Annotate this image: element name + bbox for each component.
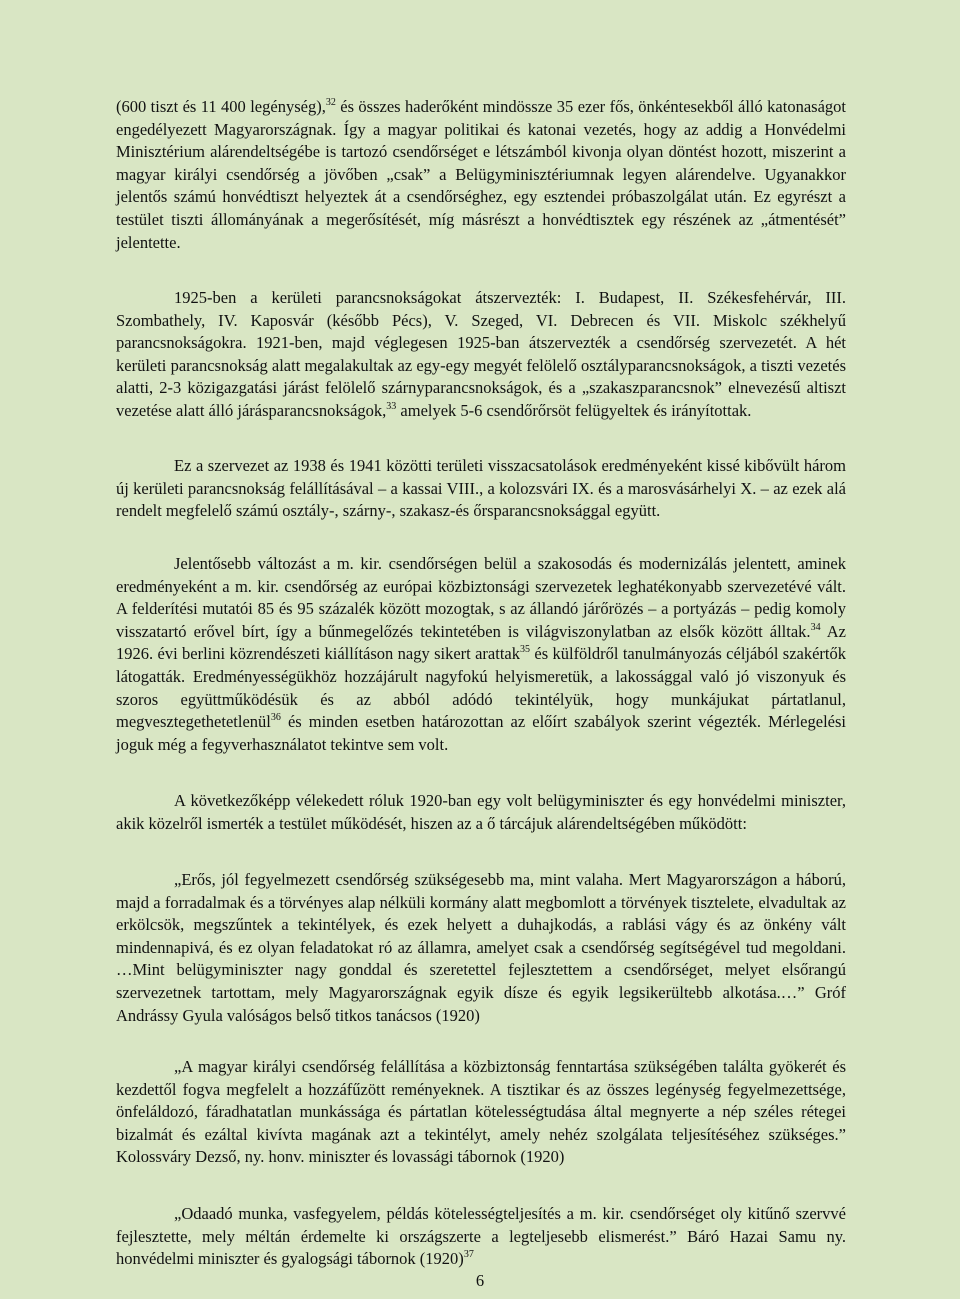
- paragraph-4: [116, 553, 846, 756]
- footnote-ref: 33: [386, 400, 397, 412]
- text-run: A következőképp vélekedett róluk 1920-ban egy volt belügyminiszter és egy honvédelmi miniszter, akik közelről ismerték a testület működését, hiszen az a ő tárcájuk alárendeltségében működött:: [116, 791, 846, 833]
- footnote-ref: 37: [463, 1249, 474, 1261]
- text-run: amelyek 5-6 csendőrőrsöt felügyeltek és irányítottak.: [396, 400, 752, 420]
- paragraph-1: [116, 96, 846, 254]
- footnote-ref: 35: [520, 644, 530, 656]
- footnote-ref: 34: [810, 621, 821, 633]
- quote-kolossvary: [116, 1056, 846, 1169]
- quote-hazai: [116, 1203, 846, 1271]
- text-run: „Erős, jól fegyelmezett csendőrség szükségesebb ma, mint valaha. Mert Magyarországon a háború, majd a forradalmak és a törvényes alap nélküli kormány alatt megbomlott a törvények tisztelete, elvadultak az erkölcsök, megszűntek a tekintélyek, és ezek helyett a duhajkodás, a rablási vágy és az önkény vált mindennapivá, és ez olyan feladatokat ró az államra, amelyet csak a csendőrség segítségével tud megoldani. …Mint belügyminiszter nagy gonddal és szeretettel fejlesztettem a csendőrséget, melyet elsőrangú szervezetnek tartottam, mely Magyarországnak egyik dísze és egyik legsikerültebb alkotása.…” Gróf Andrássy Gyula valóságos belső titkos tanácsos (1920): [116, 870, 846, 1025]
- paragraph-3: [116, 455, 846, 523]
- paragraph-5: [116, 790, 846, 835]
- text-run: Ez a szervezet az 1938 és 1941 közötti területi visszacsatolások eredményeként kissé kibővült három új kerületi parancsnokság felállításával – a kassai VIII., a kolozsvári IX. és a marosvásárhelyi X. – az ezek alá rendelt megfelelő számú osztály-, szárny-, szakasz-és őrsparancsnoksággal együtt.: [116, 456, 846, 521]
- footnote-ref: 36: [270, 712, 281, 724]
- text-run: „A magyar királyi csendőrség felállítása a közbiztonság fenntartása szükségében találta gyökerét és kezdettől fogva megfelelt a hozzáfűzött reményeknek. A tisztikar és az összes legénység fegyelmezettsége, önfeláldozó, fáradhatatlan munkássága és pártatlan kötelességtudása által megnyerte a nép széles rétegei bizalmát és ezáltal kivívta magának azt a tekintélyt, amely nehéz szolgálata teljesítéséhez szükséges.” Kolossváry Dezső, ny. honv. miniszter és lovassági tábornok (1920): [116, 1057, 846, 1167]
- text-run: „Odaadó munka, vasfegyelem, példás kötelességteljesítés a m. kir. csendőrséget oly kitűnő szervvé fejlesztette, mely méltán érdemelte ki országszerte a legteljesebb elismerést.” Báró Hazai Samu ny. honvédelmi miniszter és gyalogsági tábornok (1920): [116, 1204, 846, 1269]
- text-run: és külföldről tanulmányozás céljából szakértők látogatták. Eredményességükhöz hozzájárult nagyfokú helyismeretük, a lakossággal való jó viszonyuk és szoros együttműködésük és az abból adódó tekintélyük, hogy munkájukat pártatlanul, megvesztegethetetlenül: [116, 644, 846, 732]
- text-run: és összes haderőként mindössze 35 ezer fős, önkéntesekből álló katonaságot engedélyezett Magyarországnak. Így a magyar politikai és katonai vezetés, hogy az addig a Honvédelmi Minisztérium alárendeltségébe is tartozó csendőrséget e létszámból kivonja olyan döntést hozott, miszerint a magyar királyi csendőrség a jövőben „csak” a Belügyminisztériumnak legyen alárendelve. Ugyanakkor jelentős számú honvédtiszt helyeztek át a csendőrséghez, egy esztendei próbaszolgálat után. Ez egyrészt a testület tiszti állományának a megerősítését, míg másrészt a honvédtisztek egy részének az „átmentését” jelentette.: [116, 97, 846, 252]
- text-run: 1925-ben a kerületi parancsnokságokat átszervezték: I. Budapest, II. Székesfehérvár, III. Szombathely, IV. Kaposvár (később Pécs), V. Szeged, VI. Debrecen és VII. Miskolc székhelyű parancsnokságokra. 1921-ben, majd véglegesen 1925-ban átszervezték a csendőrség szervezetét. A hét kerületi parancsnokság alatt megalakultak az egy-egy megyét felölelő osztályparancsnokságok, a tiszti vezetés alatti, 2-3 közigazgatási járást felölelő szárnyparancsnokságok, és a „szakaszparancsnok” elnevezésű altiszt vezetése alatt álló járásparancsnokságok,: [116, 288, 846, 420]
- text-run: Az 1926. évi berlini közrendészeti kiállításon nagy sikert arattak: [116, 621, 846, 664]
- text-run: és minden esetben határozottan az előírt szabályok szerint végezték. Mérlegelési joguk még a fegyverhasználatot tekintve sem volt.: [116, 712, 846, 754]
- footnote-ref: 32: [325, 97, 336, 108]
- text-run: (600 tiszt és 11 400 legénység),: [116, 97, 326, 116]
- page-number: 6: [475, 1271, 485, 1290]
- quote-andrassy: [116, 869, 846, 1027]
- paragraph-2: [116, 287, 846, 423]
- text-run: Jelentősebb változást a m. kir. csendőrségen belül a szakosodás és modernizálás jelentett, aminek eredményeként a m. kir. csendőrség az európai közbiztonsági szervezetek leghatékonyabb szervezetévé vált. A felderítési mutatói 85 és 95 százalék között mozogtak, s az állandó járőrözés – a portyázás – pedig komoly visszatartó erővel bírt, így a bűnmegelőzés tekintetében is világviszonylatban az elsők között álltak.: [116, 554, 846, 641]
